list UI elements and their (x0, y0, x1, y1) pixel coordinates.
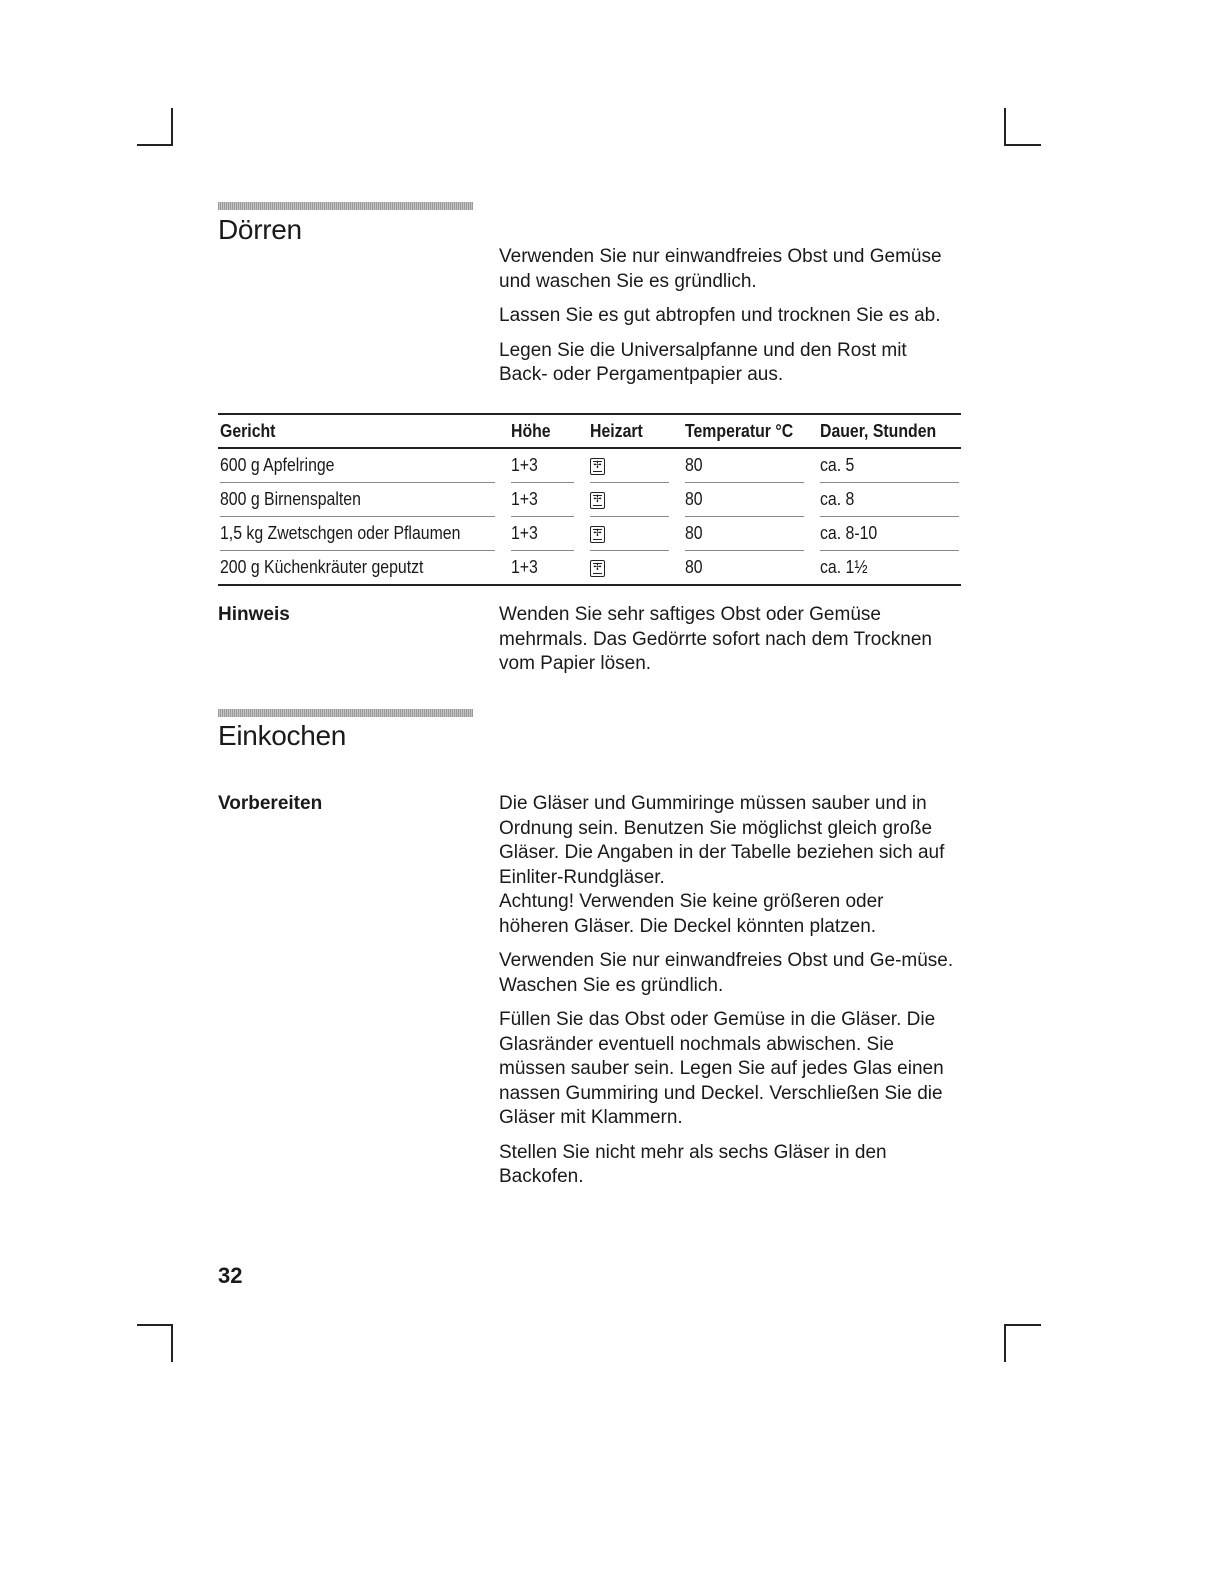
cell-dauer (818, 551, 961, 584)
hinweis-text (499, 603, 949, 687)
doerren-table (218, 413, 961, 586)
table-row (218, 517, 961, 551)
hot-air-icon: ✢ (590, 458, 605, 475)
table-row (218, 483, 961, 517)
hot-air-icon: ✢ (590, 526, 605, 543)
paragraph: Legen Sie die Universalpfanne und den Rost mit Back- oder Pergamentpapier aus. (499, 339, 907, 385)
cell-temperatur (683, 483, 818, 517)
header-label: Dauer, Stunden (820, 420, 937, 441)
paragraph: Verwenden Sie nur einwandfreies Obst und Gemüse und waschen Sie es gründlich. (499, 246, 942, 292)
header-label: Temperatur °C (685, 420, 794, 441)
cell-heizart (588, 449, 683, 483)
cell-gericht (218, 483, 509, 517)
crop-mark-top-right (1004, 144, 1041, 146)
paragraph: Achtung! Verwenden Sie keine größeren oder höheren Gläser. Die Deckel könnten platzen. (499, 891, 884, 937)
vorbereiten-label: Vorbereiten (218, 793, 323, 814)
vorbereiten-text (499, 792, 954, 1200)
cell-text: ca. 8 (820, 489, 855, 509)
crop-mark-top-left (137, 144, 173, 146)
header-gericht (218, 415, 509, 449)
paragraph: Stellen Sie nicht mehr als sechs Gläser in den Backofen. (499, 1141, 887, 1187)
page-number: 32 (218, 1263, 243, 1288)
crop-mark-bottom-left (137, 1324, 173, 1326)
cell-text: ca. 8-10 (820, 523, 878, 543)
crop-mark-bottom-left (171, 1324, 173, 1362)
header-dauer (818, 415, 961, 449)
paragraph: Wenden Sie sehr saftiges Obst oder Gemüse mehrmals. Das Gedörrte sofort nach dem Trocknen vom Papier lösen. (499, 604, 932, 674)
section-bar (218, 709, 473, 717)
cell-hoehe (509, 551, 588, 584)
cell-temperatur (683, 517, 818, 551)
crop-mark-top-left (171, 108, 173, 146)
cell-text: ca. 1½ (820, 557, 868, 577)
hot-air-icon: ✢ (590, 492, 605, 509)
table-header-row (218, 415, 961, 449)
header-label: Heizart (590, 420, 643, 441)
cell-text: 1+3 (511, 523, 538, 543)
crop-mark-bottom-right (1004, 1324, 1041, 1326)
section-title-einkochen: Einkochen (218, 720, 347, 751)
paragraph: Die Gläser und Gummiringe müssen sauber und in Ordnung sein. Benutzen Sie möglichst gleich große Gläser. Die Angaben in der Tabelle beziehen sich auf Einliter-Rundgläser. (499, 793, 945, 888)
hinweis-label: Hinweis (218, 604, 290, 625)
header-temperatur (683, 415, 818, 449)
cell-text: 80 (685, 523, 703, 543)
cell-text: 80 (685, 489, 703, 509)
cell-text: 600 g Apfelringe (220, 455, 335, 475)
header-label: Höhe (511, 420, 551, 441)
cell-temperatur (683, 551, 818, 584)
cell-dauer (818, 517, 961, 551)
cell-hoehe (509, 483, 588, 517)
cell-gericht (218, 449, 509, 483)
doerren-intro (499, 245, 959, 398)
cell-heizart (588, 551, 683, 584)
hot-air-icon: ✢ (590, 560, 605, 577)
cell-text: ca. 5 (820, 455, 855, 475)
cell-text: 80 (685, 455, 703, 475)
header-heizart (588, 415, 683, 449)
cell-gericht (218, 517, 509, 551)
cell-dauer (818, 483, 961, 517)
cell-text: 800 g Birnenspalten (220, 489, 361, 509)
section-bar (218, 202, 473, 210)
cell-text: 200 g Küchenkräuter geputzt (220, 557, 424, 577)
table-row (218, 551, 961, 584)
cell-text: 1,5 kg Zwetschgen oder Pflaumen (220, 523, 461, 543)
paragraph: Lassen Sie es gut abtropfen und trocknen Sie es ab. (499, 305, 941, 326)
header-label: Gericht (220, 420, 276, 441)
crop-mark-top-right (1004, 108, 1006, 146)
cell-text: 80 (685, 557, 703, 577)
cell-heizart (588, 483, 683, 517)
paragraph: Verwenden Sie nur einwandfreies Obst und Ge-müse. Waschen Sie es gründlich. (499, 950, 954, 996)
cell-gericht (218, 551, 509, 584)
section-title-doerren: Dörren (218, 214, 302, 245)
table-row (218, 449, 961, 483)
cell-dauer (818, 449, 961, 483)
cell-hoehe (509, 517, 588, 551)
cell-temperatur (683, 449, 818, 483)
cell-text: 1+3 (511, 557, 538, 577)
header-hoehe (509, 415, 588, 449)
cell-heizart (588, 517, 683, 551)
cell-text: 1+3 (511, 455, 538, 475)
cell-text: 1+3 (511, 489, 538, 509)
paragraph: Füllen Sie das Obst oder Gemüse in die Gläser. Die Glasränder eventuell nochmals abwischen. Sie müssen sauber sein. Legen Sie auf jedes Glas einen nassen Gummiring und Deckel. Verschließen Sie die Gläser mit Klammern. (499, 1009, 944, 1128)
crop-mark-bottom-right (1004, 1324, 1006, 1362)
cell-hoehe (509, 449, 588, 483)
